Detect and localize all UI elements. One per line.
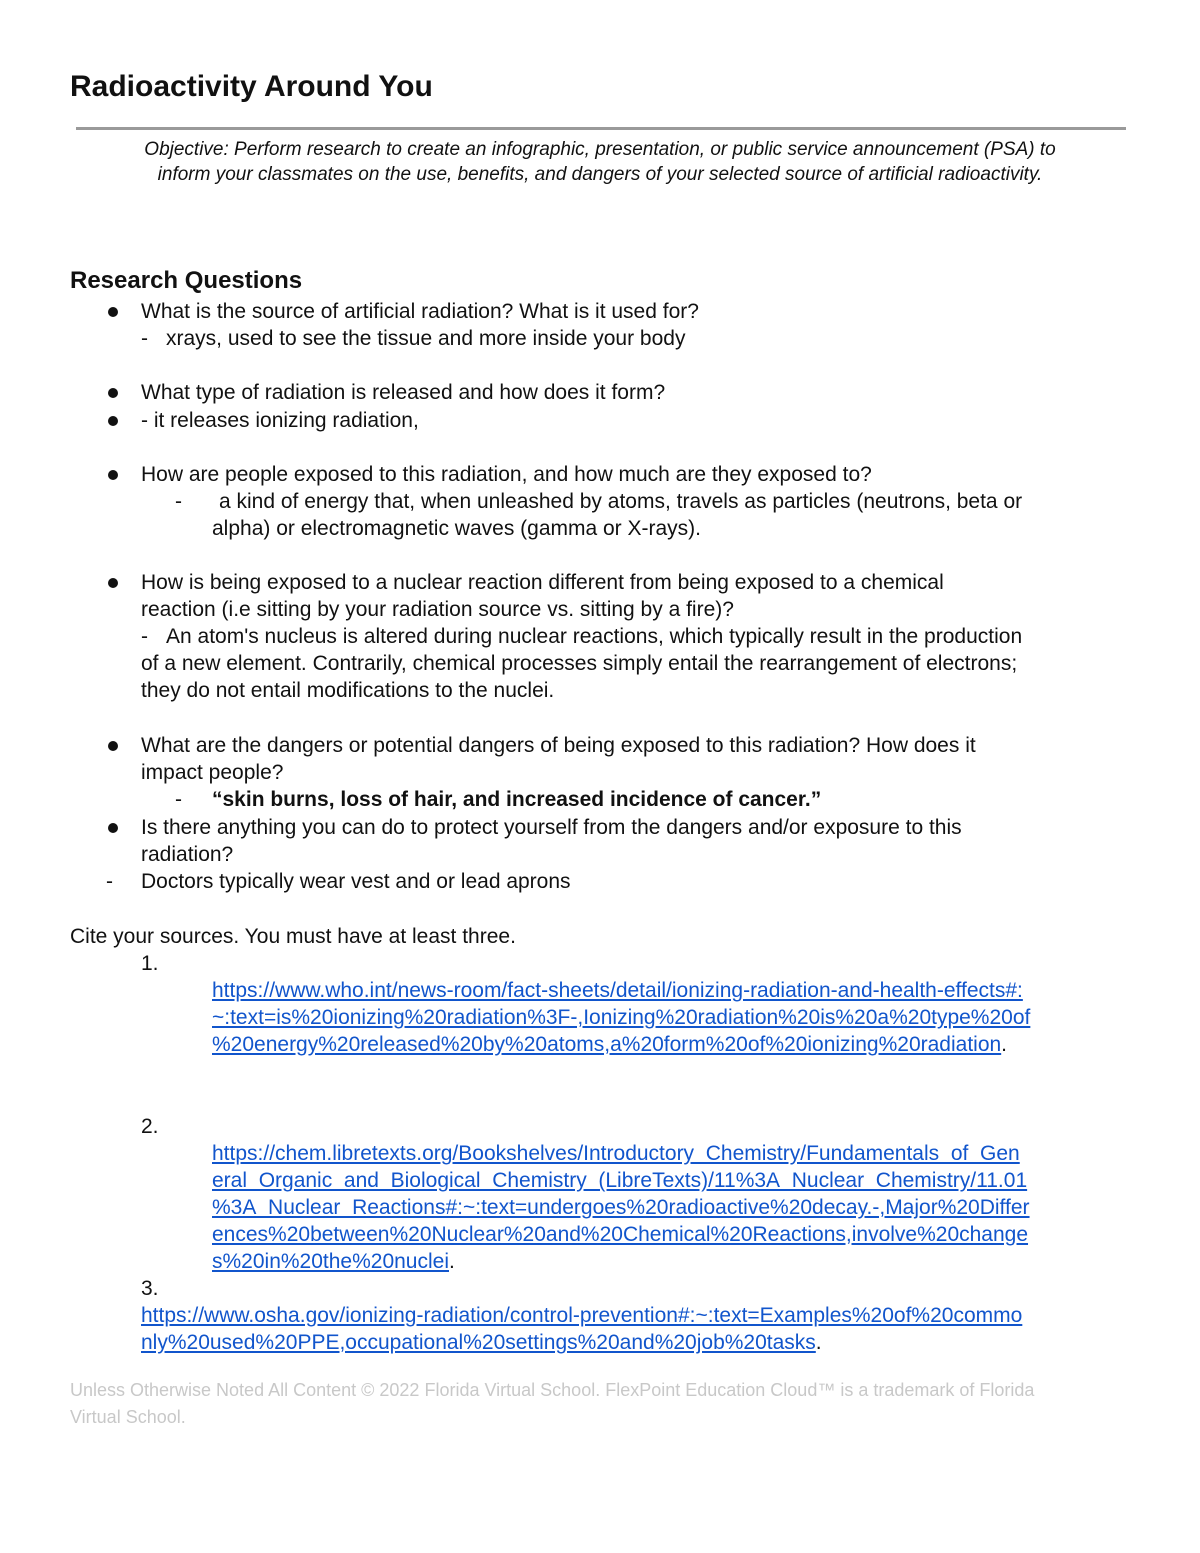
- source-1-url-line-1[interactable]: https://www.who.int/news-room/fact-sheets/detail/ionizing-radiation-and-health-effects#:: [212, 979, 1023, 1002]
- answer-4-line-3: they do not entail modifications to the nuclei.: [141, 679, 555, 702]
- source-2-url-line-2[interactable]: eral_Organic_and_Biological_Chemistry_(LibreTexts)/11%3A_Nuclear_Chemistry/11.01: [212, 1169, 1028, 1192]
- dash-marker: -: [106, 870, 113, 893]
- research-questions-heading: Research Questions: [70, 267, 303, 294]
- source-number-2: 2.: [141, 1115, 159, 1138]
- source-1-period: .: [1001, 1033, 1008, 1056]
- objective-line-2: inform your classmates on the use, benefits, and dangers of your selected source of artificial radioactivity.: [157, 164, 1043, 185]
- question-4-line-1: How is being exposed to a nuclear reaction different from being exposed to a chemical: [141, 571, 944, 594]
- source-3-period: .: [815, 1331, 822, 1354]
- source-number-1: 1.: [141, 952, 159, 975]
- question-6-line-1: Is there anything you can do to protect yourself from the dangers and/or exposure to this: [141, 816, 962, 839]
- dash-marker: -: [175, 788, 182, 811]
- answer-6: Doctors typically wear vest and or lead aprons: [141, 870, 571, 893]
- source-2-line-5: [212, 1248, 455, 1275]
- question-3: How are people exposed to this radiation, and how much are they exposed to?: [141, 463, 872, 486]
- bullet-icon: [108, 470, 118, 480]
- footer-line-2: Virtual School.: [70, 1407, 186, 1427]
- source-3-url-line-2[interactable]: nly%20used%20PPE,occupational%20settings%20and%20job%20tasks: [141, 1331, 816, 1354]
- answer-4-line-2: of a new element. Contrarily, chemical processes simply entail the rearrangement of electrons;: [141, 652, 1018, 675]
- dash-marker: -: [141, 327, 148, 350]
- source-1-line-3: [212, 1031, 1007, 1058]
- source-2-url-line-1[interactable]: https://chem.libretexts.org/Bookshelves/Introductory_Chemistry/Fundamentals_of_Gen: [212, 1142, 1020, 1165]
- question-5-line-2: impact people?: [141, 761, 284, 784]
- answer-5: “skin burns, loss of hair, and increased incidence of cancer.”: [212, 788, 822, 811]
- bullet-icon: [108, 307, 118, 317]
- source-1-url-line-2[interactable]: ~:text=is%20ionizing%20radiation%3F-,Ionizing%20radiation%20is%20a%20type%20of: [212, 1006, 1031, 1029]
- dash-marker: -: [141, 625, 148, 648]
- source-3-line-2: [141, 1329, 822, 1356]
- question-2: What type of radiation is released and how does it form?: [141, 381, 666, 404]
- bullet-icon: [108, 578, 118, 588]
- source-2-url-line-3[interactable]: %3A_Nuclear_Reactions#:~:text=undergoes%20radioactive%20decay.-,Major%20Differ: [212, 1196, 1030, 1219]
- bullet-icon: [108, 823, 118, 833]
- question-5-line-1: What are the dangers or potential dangers of being exposed to this radiation? How does it: [141, 734, 976, 757]
- question-6-line-2: radiation?: [141, 843, 234, 866]
- bullet-icon: [108, 741, 118, 751]
- source-3-url-line-1[interactable]: https://www.osha.gov/ionizing-radiation/control-prevention#:~:text=Examples%20of%20commo: [141, 1304, 1023, 1327]
- source-2-period: .: [449, 1250, 455, 1273]
- document-title: Radioactivity Around You: [70, 70, 433, 103]
- source-1-url-line-3[interactable]: %20energy%20released%20by%20atoms,a%20form%20of%20ionizing%20radiation: [212, 1033, 1002, 1056]
- question-1: What is the source of artificial radiation? What is it used for?: [141, 300, 699, 323]
- objective-text: [70, 137, 1130, 187]
- source-2-url-line-4[interactable]: ences%20between%20Nuclear%20and%20Chemical%20Reactions,involve%20change: [212, 1223, 1029, 1246]
- objective-line-1: Objective: Perform research to create an infographic, presentation, or public service announcement (PSA) to: [144, 139, 1056, 160]
- answer-3-line-2: alpha) or electromagnetic waves (gamma or X-rays).: [212, 517, 702, 540]
- answer-3-line-1: a kind of energy that, when unleashed by atoms, travels as particles (neutrons, beta or: [219, 490, 1023, 513]
- answer-4-line-1: An atom's nucleus is altered during nuclear reactions, which typically result in the production: [166, 625, 1023, 648]
- answer-2: - it releases ionizing radiation,: [141, 409, 419, 432]
- dash-marker: -: [175, 490, 182, 513]
- title-divider: [76, 127, 1126, 130]
- bullet-icon: [108, 416, 118, 426]
- source-number-3: 3.: [141, 1277, 159, 1300]
- question-4-line-2: reaction (i.e sitting by your radiation source vs. sitting by a fire)?: [141, 598, 734, 621]
- sources-intro: Cite your sources. You must have at least three.: [70, 925, 516, 948]
- copyright-footer: [70, 1377, 1140, 1431]
- answer-1: xrays, used to see the tissue and more inside your body: [166, 327, 686, 350]
- footer-line-1: Unless Otherwise Noted All Content © 2022 Florida Virtual School. FlexPoint Education Cloud™ is a trademark of Florida: [70, 1380, 1035, 1400]
- source-2-url-line-5[interactable]: s%20in%20the%20nuclei: [212, 1250, 449, 1273]
- bullet-icon: [108, 388, 118, 398]
